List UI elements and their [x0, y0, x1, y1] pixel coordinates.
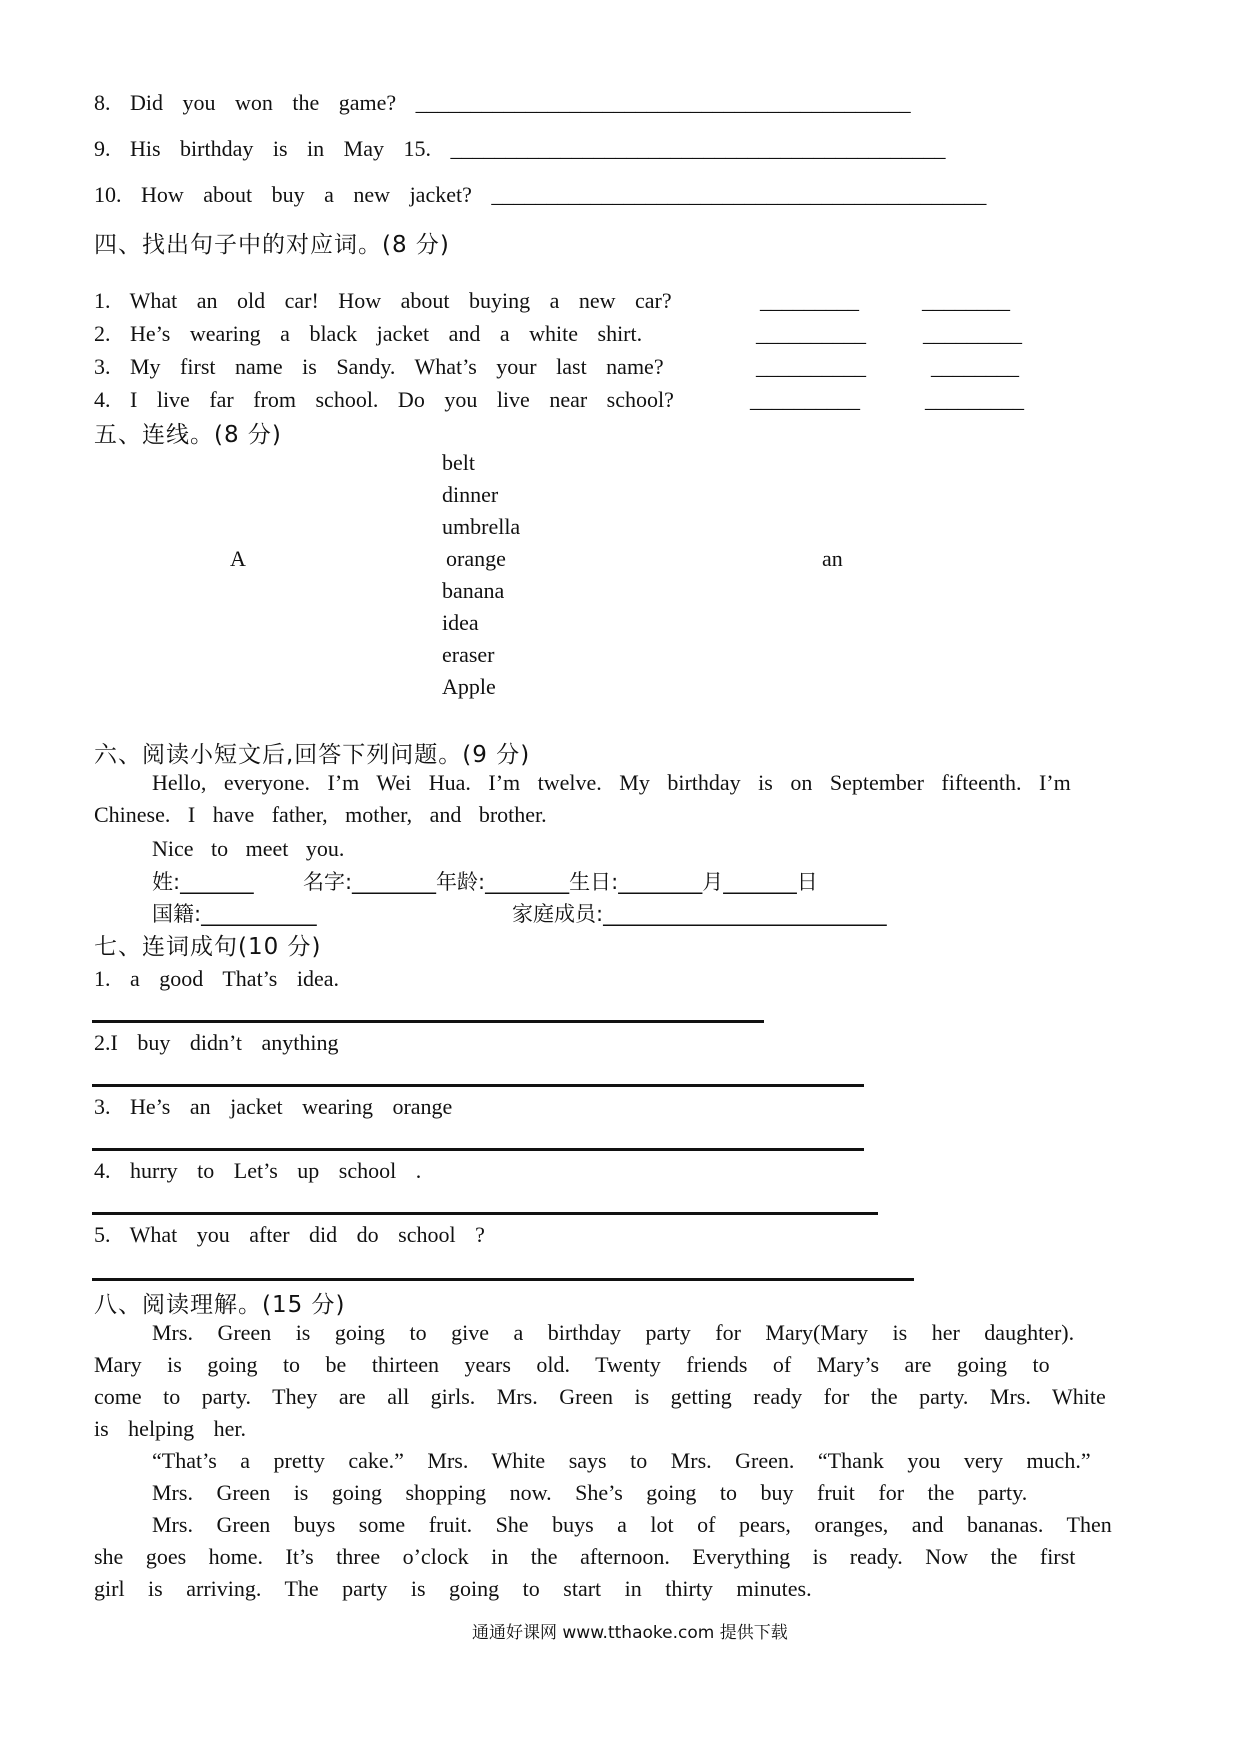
answer-blank[interactable]: __________ [756, 354, 866, 379]
answer-line[interactable] [92, 1148, 864, 1151]
answer-blank[interactable]: _____________________________________________ [491, 182, 987, 207]
section-4-item-4-blanks [750, 387, 1024, 413]
section-4-item-1: 1. What an old car! How about buying a new car? [94, 288, 672, 313]
match-word-dinner[interactable]: dinner [442, 482, 499, 507]
comprehension-line-2: Mary is going to be thirteen years old. Twenty friends of Mary’s are going to [94, 1352, 1050, 1377]
match-word-apple[interactable]: Apple [442, 674, 496, 699]
word-order-item-3: 3. He’s an jacket wearing orange [94, 1094, 453, 1119]
match-word-orange[interactable]: orange [446, 546, 506, 571]
section-7-heading: 七、连词成句(10 分) [94, 934, 322, 960]
section-8-heading: 八、阅读理解。(15 分) [94, 1292, 346, 1318]
birthday-day-blank[interactable]: _______ [723, 870, 797, 894]
surname-blank[interactable]: _______ [180, 870, 254, 894]
answer-line[interactable] [92, 1084, 864, 1087]
answer-blank[interactable]: _________ [925, 387, 1024, 412]
section-4-item-3-blanks [756, 354, 1019, 380]
answer-blank[interactable]: _____________________________________________ [415, 90, 911, 115]
name-blank[interactable]: ________ [352, 870, 437, 894]
word-order-item-2: 2.I buy didn’t anything [94, 1030, 339, 1055]
section-4-item-2: 2. He’s wearing a black jacket and a white shirt. [94, 321, 643, 346]
answer-blank[interactable]: _____________________________________________ [450, 136, 946, 161]
correction-item-9: 9. His birthday is in May 15. _____________________________________________ [94, 136, 946, 161]
answer-blank[interactable]: __________ [756, 321, 866, 346]
comprehension-line-4: is helping her. [94, 1416, 247, 1441]
section-4-heading: 四、找出句子中的对应词。(8 分) [94, 232, 450, 258]
match-word-umbrella[interactable]: umbrella [442, 514, 521, 539]
section-4-item-1-blanks [760, 288, 1010, 314]
answer-line[interactable] [92, 1278, 914, 1281]
correction-item-10: 10. How about buy a new jacket? _____________________________________________ [94, 182, 987, 207]
match-word-belt[interactable]: belt [442, 450, 475, 475]
answer-line[interactable] [92, 1020, 764, 1023]
section-4-item-2-blanks [756, 321, 1022, 347]
answer-blank[interactable]: __________ [750, 387, 860, 412]
age-blank[interactable]: ________ [485, 870, 570, 894]
match-article-an[interactable]: an [822, 546, 843, 571]
info-form-row-1: 姓:_______ 名字:________年龄:________生日:________月_______日 [152, 870, 818, 894]
comprehension-line-8: she goes home. It’s three o’clock in the afternoon. Everything is ready. Now the first [94, 1544, 1076, 1569]
answer-blank[interactable]: ________ [931, 354, 1019, 379]
nationality-blank[interactable]: ___________ [201, 902, 317, 926]
comprehension-line-7: Mrs. Green buys some fruit. She buys a lot of pears, oranges, and bananas. Then [152, 1512, 1112, 1537]
info-form-row-2: 国籍:___________ [152, 902, 317, 926]
comprehension-line-1: Mrs. Green is going to give a birthday party for Mary(Mary is her daughter). [152, 1320, 1075, 1345]
answer-blank[interactable]: _________ [923, 321, 1022, 346]
answer-line[interactable] [92, 1212, 878, 1215]
family-members-blank[interactable]: ___________________________ [603, 902, 887, 926]
birthday-month-blank[interactable]: ________ [618, 870, 703, 894]
match-word-idea[interactable]: idea [442, 610, 479, 635]
match-word-eraser[interactable]: eraser [442, 642, 495, 667]
comprehension-line-5: “That’s a pretty cake.” Mrs. White says to Mrs. Green. “Thank you very much.” [152, 1448, 1091, 1473]
reading-passage-line-1: Hello, everyone. I’m Wei Hua. I’m twelve. My birthday is on September fifteenth. I’m [152, 770, 1071, 795]
page-footer: 通通好课网 www.tthaoke.com 提供下载 [472, 1623, 788, 1643]
answer-blank[interactable]: _________ [760, 288, 859, 313]
match-word-banana[interactable]: banana [442, 578, 505, 603]
comprehension-line-3: come to party. They are all girls. Mrs. Green is getting ready for the party. Mrs. White [94, 1384, 1106, 1409]
section-4-item-3: 3. My first name is Sandy. What’s your last name? [94, 354, 664, 379]
section-4-item-4: 4. I live far from school. Do you live near school? [94, 387, 674, 412]
reading-passage-line-3: Nice to meet you. [152, 836, 345, 861]
word-order-item-1: 1. a good That’s idea. [94, 966, 339, 991]
reading-passage-line-2: Chinese. I have father, mother, and brother. [94, 802, 547, 827]
word-order-item-5: 5. What you after did do school ? [94, 1222, 485, 1247]
comprehension-line-6: Mrs. Green is going shopping now. She’s going to buy fruit for the party. [152, 1480, 1028, 1505]
match-article-a[interactable]: A [230, 546, 246, 571]
section-6-heading: 六、阅读小短文后,回答下列问题。(9 分) [94, 742, 531, 768]
correction-item-8: 8. Did you won the game? _____________________________________________ [94, 90, 911, 115]
info-form-family: 家庭成员:___________________________ [512, 902, 887, 926]
comprehension-line-9: girl is arriving. The party is going to start in thirty minutes. [94, 1576, 812, 1601]
word-order-item-4: 4. hurry to Let’s up school . [94, 1158, 422, 1183]
answer-blank[interactable]: ________ [922, 288, 1010, 313]
section-5-heading: 五、连线。(8 分) [94, 422, 282, 448]
